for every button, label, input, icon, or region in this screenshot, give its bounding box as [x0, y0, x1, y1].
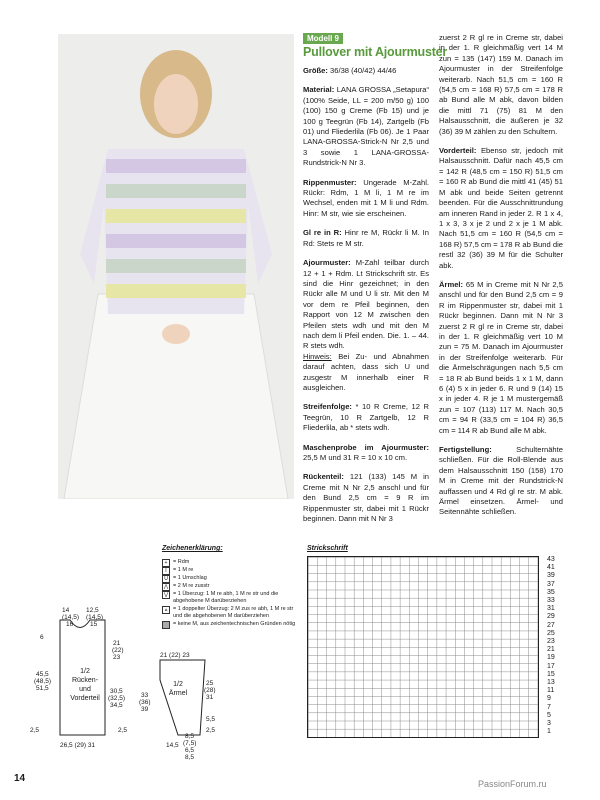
row-number: 29 — [547, 613, 555, 621]
legend-text: = keine M, aus zeichentechnischen Gründen nötig — [173, 620, 296, 627]
row-number: 33 — [547, 597, 555, 605]
row-number: 39 — [547, 572, 555, 580]
sleeve-top: 21 (22) 23 — [160, 652, 190, 659]
fertig-label: Fertigstellung: — [439, 445, 492, 455]
sleeve-bottom4: 6,5 — [185, 747, 195, 754]
hinweis-text: Bei Zu- und Abnahmen darauf achten, dass sich U und zusgestr M innerhalb einer R ausgleichen. — [303, 351, 429, 392]
dim-side2b: (32,5) — [108, 695, 125, 702]
chart-title: Strickschrift — [307, 545, 348, 552]
dim-side1: 21 — [113, 640, 121, 647]
row-number: 23 — [547, 638, 555, 646]
legend-item — [162, 583, 302, 591]
legend-symbol: ⩓ — [162, 606, 170, 614]
dim-bund-left: 2,5 — [30, 727, 40, 734]
legend-item — [162, 575, 302, 583]
gl-label: Gl re in R: — [303, 228, 342, 238]
ajour-text: M-Zahl teilbar durch 12 + 1 + Rdm. Lt Strickschrift str. Es sind die Hinr gezeichnet; in den Rückr alle M und U li str. Mit den M vor dem re Pfeil beginnen, den Rapport von 12 M zwischen den Pfeilen stets wdh und mit den M nach dem li Pfeil enden. Die. 1. – 44. R stets wdh. — [303, 258, 429, 351]
dim-top2: 12,5 — [86, 607, 99, 614]
model-illustration — [58, 34, 294, 499]
row-number: 25 — [547, 629, 555, 637]
legend-text: = 2 M re zusstr — [173, 582, 210, 589]
streifen-text: * 10 R Creme, 12 R Teegrün, 10 R Zartgelb, 12 R Fliederlila, ab * stets wdh. — [303, 402, 429, 433]
groesse-label: Größe: — [303, 66, 328, 75]
sleeve-bottom3: (7,5) — [183, 740, 197, 747]
dim-bottom: 26,5 (29) 31 — [60, 742, 96, 749]
legend-text: = 1 M re — [173, 566, 194, 573]
row-number: 43 — [547, 556, 555, 563]
aermel-text: 65 M in Creme mit N Nr 2,5 anschl und für den Bund 2,5 cm = 9 R im Rippenmuster str, dabei mit 1 Rückr beginnen. Dann mit N Nr 3 zuerst 2 R gl re in Creme str, dabei in der 1. R gleichmäßig vert 10 M zun = 75 M. Danach im Ajourmuster in der Streifenfolge weiterarb. Für die Ärmelschrägungen nach 5,5 cm = 18 R ab Bund beids 1 x 1 M, dann 6 (4) 5 x in jeder 6. R und 9 (14) 15 x in jeder 4. R je 1 M mustergemäß zun = 107 (113) 117 M. Nach 30,5 cm = 94 R (33,5 cm = 104 R) 36,5 cm = 114 R ab Bund alle M abk. — [439, 279, 563, 435]
page-title: Pullover mit Ajourmuster — [303, 45, 448, 59]
maschen-label: Maschenprobe im Ajourmuster: — [303, 442, 429, 452]
dim-top1c: 16 — [66, 621, 74, 628]
sleeve-leftb: (36) — [139, 699, 151, 706]
row-number: 35 — [547, 588, 555, 596]
row-number: 5 — [547, 711, 551, 719]
dim-left1: 6 — [40, 634, 44, 641]
row-number: 13 — [547, 679, 555, 687]
row-number: 41 — [547, 564, 555, 572]
dim-left2: 45,5 — [36, 671, 49, 678]
row-number: 37 — [547, 580, 555, 588]
model-photo — [58, 34, 294, 499]
sleeve-rightc: 31 — [206, 694, 214, 701]
aermel-label: Ärmel: — [439, 279, 464, 289]
legend-symbol: ⋀ — [163, 583, 169, 590]
row-number: 19 — [547, 654, 555, 662]
row-number: 21 — [547, 646, 555, 654]
dim-side1b: (22) — [112, 647, 124, 654]
material-label: Material: — [303, 85, 335, 95]
dim-left2b: (48,5) — [34, 678, 51, 685]
legend-symbol: I — [162, 567, 170, 575]
dim-top1b: (14,5) — [62, 614, 79, 621]
legend-text: = 1 Überzug: 1 M re abh, 1 M re str und die abgehobene M darüberziehen — [173, 590, 279, 605]
row-number: 7 — [547, 703, 551, 711]
ruecken-label: Rückenteil: — [303, 472, 344, 482]
page-number: 14 — [14, 773, 26, 784]
dim-side2: 30,5 — [110, 688, 123, 695]
model-tag: Modell 9 — [303, 33, 343, 44]
row-number: 1 — [547, 728, 551, 736]
row-number: 3 — [547, 720, 551, 728]
dim-side1c: 23 — [113, 654, 121, 661]
dim-top1: 14 — [62, 607, 70, 614]
legend-title: Zeichenerklärung: — [162, 545, 223, 552]
legend-text: = Rdm — [173, 558, 190, 565]
rippen-text: Ungerade M-Zahl. Rückr: Rdm, 1 M li, 1 M re im Wechsel, enden mit 1 M li und Rdm. Hinr: M str, wie sie erscheinen. — [303, 177, 429, 218]
sleeve-bottom2: 8,5 — [185, 733, 195, 740]
legend-symbol: + — [162, 559, 170, 567]
row-number: 31 — [547, 605, 555, 613]
row-number: 11 — [547, 687, 555, 695]
instructions-column-1 — [303, 66, 429, 533]
dim-top2b: (14,5) — [86, 614, 103, 621]
legend-item — [162, 567, 302, 575]
streifen-label: Streifenfolge: — [303, 402, 352, 412]
row-numbers — [547, 556, 555, 736]
sleeve-5: 5,5 — [206, 716, 216, 723]
fertig-text: Schulternähte schließen. Für die Roll-Blende aus dem Halsausschnitt 150 (158) 170 M in Creme mit der Rundstrick-N auffassen und 4 Rd gl re str. M abk. Ärmel einsetzen. Ärmel- und Seitennähte schließen. — [439, 445, 563, 517]
hinweis-label: Hinweis: — [303, 351, 332, 361]
row-number: 17 — [547, 662, 555, 670]
row-number: 9 — [547, 695, 551, 703]
legend-text: = 1 Umschlag — [173, 574, 207, 581]
instructions-column-2 — [439, 33, 563, 527]
legend-item — [162, 559, 302, 567]
material-text: LANA GROSSA „Setapura“ (100% Seide, LL = 200 m/50 g) 100 (100) 150 g Creme (Fb 15) und je 100 g Teegrün (Fb 14), Zartgelb (Fb 01) und Fliederlila (Fb 06). Je 1 Paar LANA-GROSSA-Strick-N Nr 2,5 und 3 sowie 1 LANA-GROSSA-Rundstrick-N Nr 3. — [303, 85, 429, 168]
sleeve-rightb: (28) — [204, 687, 216, 694]
dim-left2c: 51,5 — [36, 685, 49, 692]
sleeve-bottom5: 8,5 — [185, 754, 195, 761]
sleeve-leftc: 39 — [141, 706, 149, 713]
legend-text: = 1 doppelter Überzug: 2 M zus re abh, 1 M re str und die abgehobenen M darüberziehen — [173, 605, 294, 620]
sleeve-bund: 2,5 — [206, 727, 216, 734]
vorder-label: Vorderteil: — [439, 146, 477, 156]
dim-side2c: 34,5 — [110, 702, 123, 709]
sleeve-left: 33 — [141, 692, 149, 699]
ruecken-text: 121 (133) 145 M in Creme mit N Nr 2,5 anschl und für den Bund 2,5 cm = 9 R im Rippenmuster str, dabei mit 1 Rückr beginnen. Dann mit N Nr 3 — [303, 472, 429, 524]
dim-top2c: 15 — [90, 621, 98, 628]
rippen-label: Rippenmuster: — [303, 177, 357, 187]
source-credit: PassionForum.ru — [478, 779, 547, 789]
vorder-text: Ebenso str, jedoch mit Halsausschnitt. Dafür nach 45,5 cm = 142 R (48,5 cm = 150 R) 51,5 cm = 160 R ab Bund die mittl 41 (45) 51 M abk und beide Seiten getrennt beenden. Für die Ausschnittrundung am inneren Rand in jeder 2. R 1 x 4, 1 x 3, 3 x je 2 und 2 x je 1 M abk. Nach 51,5 cm = 160 R (54,5 cm = 168 R) 57,5 cm = 178 R ab Bund die restl 32 (36) 39 M für die Schulter abk. — [439, 146, 563, 270]
row-number: 15 — [547, 670, 555, 678]
legend-symbol: ⋁ — [163, 591, 169, 598]
sleeve-bottom1: 14,5 — [166, 742, 179, 749]
row-number: 27 — [547, 621, 555, 629]
body-label: 1/2 Rücken- und Vorderteil — [70, 668, 100, 702]
groesse-text: 36/38 (40/42) 44/46 — [330, 66, 397, 75]
dim-bund-right: 2,5 — [118, 727, 128, 734]
sleeve-right: 25 — [206, 680, 214, 687]
maschen-text: 25,5 M und 31 R = 10 x 10 cm. — [303, 453, 408, 462]
ajour-label: Ajourmuster: — [303, 258, 351, 268]
legend-symbol: U — [162, 575, 170, 583]
knitting-chart-grid — [307, 556, 539, 738]
gl-text: Hinr re M, Rückr li M. In Rd: Stets re M str. — [303, 228, 429, 248]
sleeve-label: 1/2 Ärmel — [168, 681, 188, 697]
ruecken-continued: zuerst 2 R gl re in Creme str, dabei in der 1. R gleichmäßig vert 14 M zun = 135 (147) 159 M. Danach im Ajourmuster in der Streifenfolge weiterarb. Nach 51,5 cm = 160 R (54,5 cm = 168 R) 57,5 cm = 178 R ab Bund alle M abk, davon bilden die mittl 71 (75) 81 M den Halsausschnitt, die äußeren je 32 (36) 39 M zählen zu den Schultern. — [439, 33, 563, 136]
